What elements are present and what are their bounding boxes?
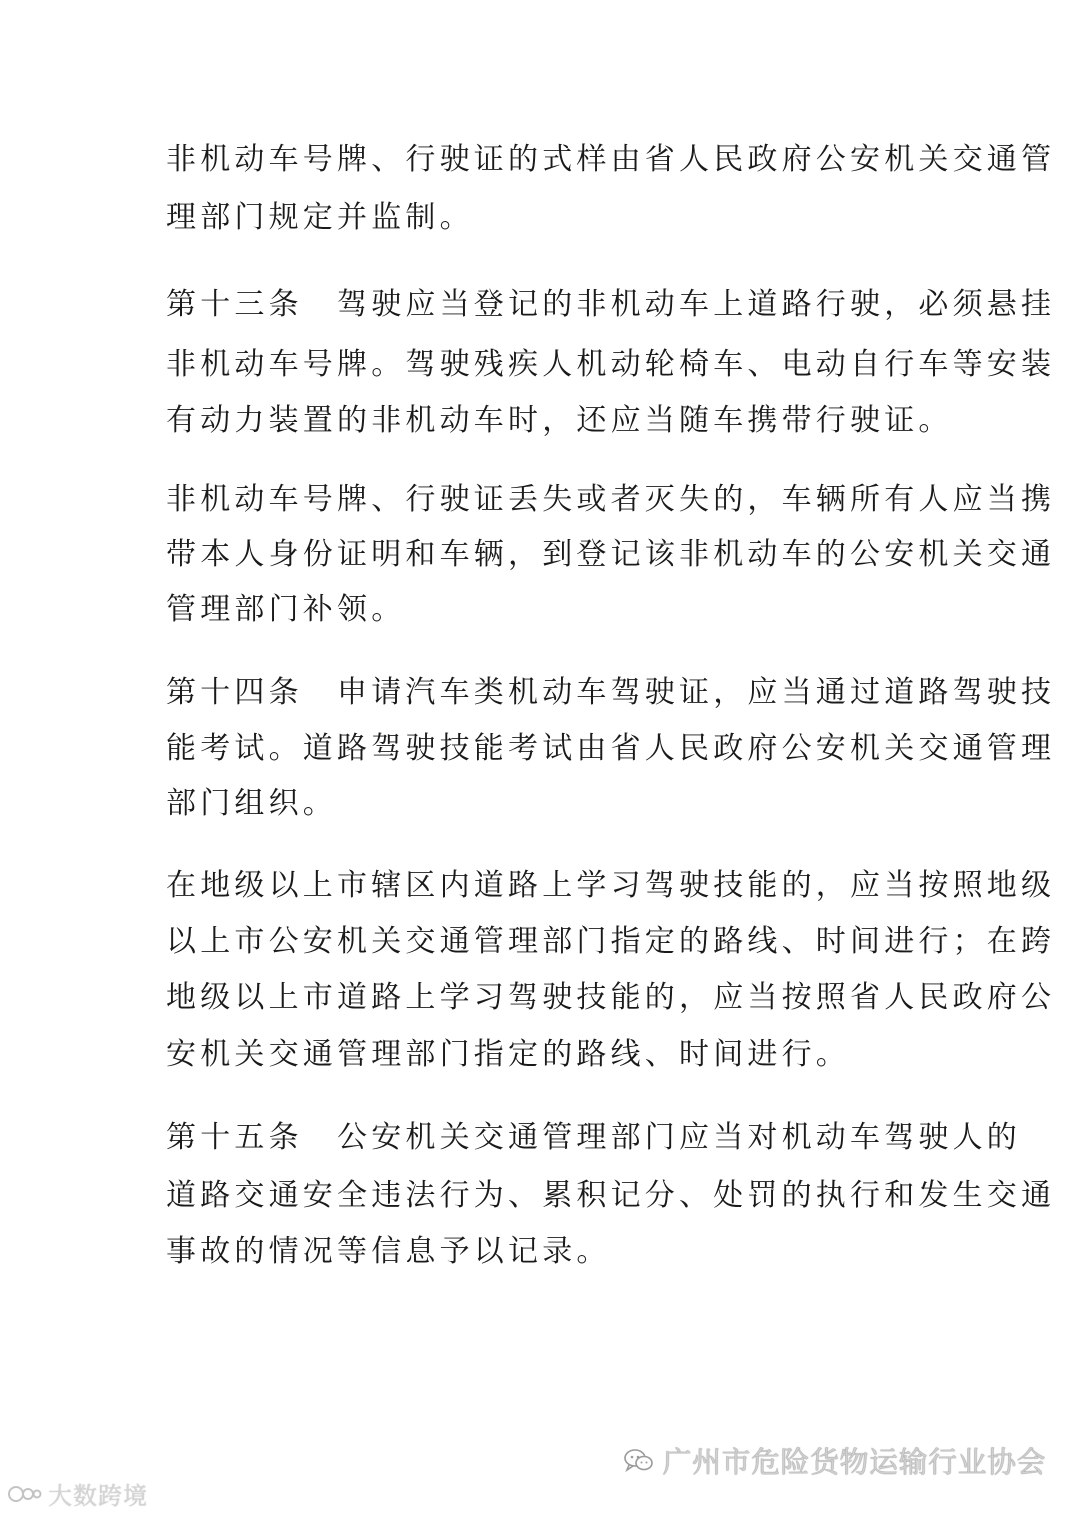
text-line: 安机关交通管理部门指定的路线、时间进行。 (166, 1037, 850, 1072)
text-line: 管理部门补领。 (166, 592, 406, 627)
text-line: 在地级以上市辖区内道路上学习驾驶技能的，应当按照地级 (166, 868, 1056, 903)
text-line: 理部门规定并监制。 (166, 200, 474, 235)
wechat-icon (624, 1448, 654, 1474)
article-15-heading-line: 第十五条 公安机关交通管理部门应当对机动车驾驶人的 (166, 1120, 1021, 1155)
text-line: 部门组织。 (166, 786, 337, 821)
text-line: 道路交通安全违法行为、累积记分、处罚的执行和发生交通 (166, 1178, 1056, 1213)
brand-watermark (6, 1476, 148, 1511)
watermark-right-text: 广州市危险货物运输行业协会 (662, 1445, 1046, 1479)
article-14-heading-line: 第十四条 申请汽车类机动车驾驶证，应当通过道路驾驶技 (166, 675, 1056, 710)
text-line: 非机动车号牌。驾驶残疾人机动轮椅车、电动自行车等安装 (166, 347, 1056, 382)
text-line: 非机动车号牌、行驶证的式样由省人民政府公安机关交通管 (166, 142, 1056, 177)
text-line: 地级以上市道路上学习驾驶技能的，应当按照省人民政府公 (166, 980, 1056, 1015)
text-line: 以上市公安机关交通管理部门指定的路线、时间进行；在跨 (166, 924, 1056, 959)
text-line: 能考试。道路驾驶技能考试由省人民政府公安机关交通管理 (166, 731, 1056, 766)
text-line: 带本人身份证明和车辆，到登记该非机动车的公安机关交通 (166, 537, 1056, 572)
watermark-left-text: 大数跨境 (48, 1482, 148, 1510)
logo-icon (6, 1480, 42, 1508)
article-13-heading-line: 第十三条 驾驶应当登记的非机动车上道路行驶，必须悬挂 (166, 287, 1056, 322)
wechat-watermark (624, 1440, 1046, 1481)
text-line: 有动力装置的非机动车时，还应当随车携带行驶证。 (166, 403, 953, 438)
text-line: 事故的情况等信息予以记录。 (166, 1234, 611, 1269)
text-line: 非机动车号牌、行驶证丢失或者灭失的，车辆所有人应当携 (166, 482, 1056, 517)
